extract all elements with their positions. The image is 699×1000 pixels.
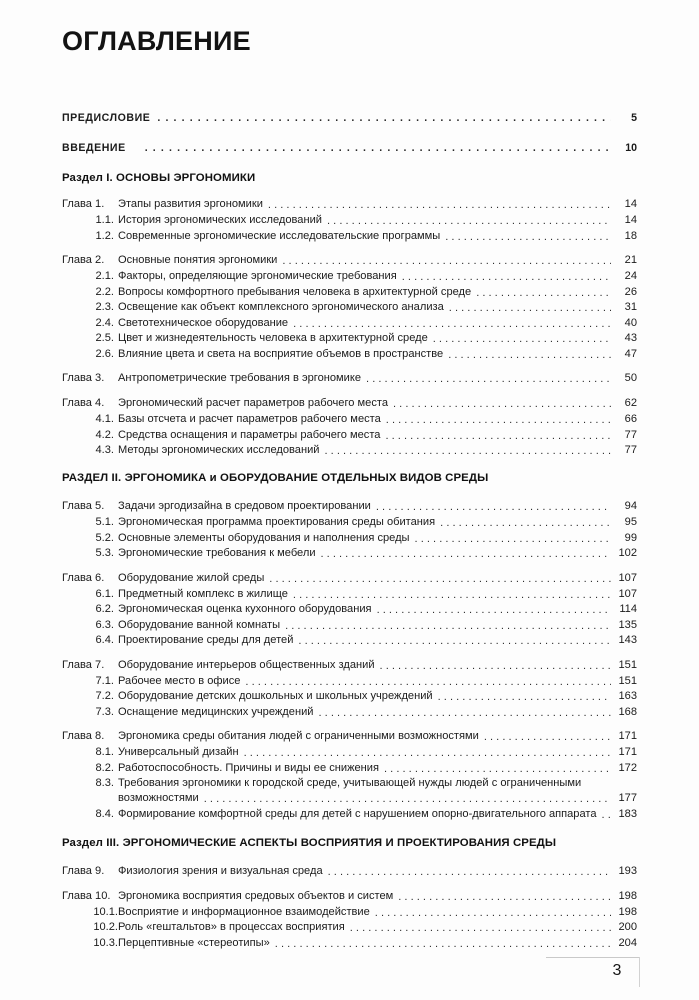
subsection-page: 24: [624, 270, 637, 282]
subsection-title: Цвет и жизнедеятельность человека в архитектурной среде: [118, 332, 428, 344]
subsection-number: 2.1.: [95, 270, 114, 282]
subsection-title: Освещение как объект комплексного эргономического анализа: [118, 301, 444, 313]
chapter-title: Оборудование жилой среды: [118, 571, 265, 584]
spacer: [62, 563, 637, 572]
toc-chapter-row[interactable]: [62, 397, 637, 409]
toc-subsection-row[interactable]: [62, 286, 637, 298]
dot-leader: [386, 414, 611, 425]
subsection-title: Формирование комфортной среды для детей с нарушением опорно-двигательного аппарата: [118, 807, 597, 820]
page-number: 3: [612, 962, 622, 979]
dot-leader: [449, 302, 611, 313]
subsection-page: 47: [624, 347, 637, 360]
subsection-title: Проектирование среды для детей: [118, 634, 294, 646]
subsection-number: 4.1.: [95, 413, 114, 425]
subsection-page: 77: [624, 444, 637, 456]
toc-subsection-row[interactable]: [62, 317, 637, 329]
dot-leader: [285, 620, 611, 631]
subsection-number: 1.2.: [95, 229, 114, 242]
table-of-contents: [62, 112, 637, 952]
subsection-number: 8.3.: [95, 777, 114, 789]
toc-subsection-row[interactable]: [62, 413, 637, 425]
subsection-page: 31: [624, 301, 637, 313]
subsection-title: Требования эргономики к городской среде, учитывающей нужды людей с ограниченными: [118, 777, 582, 789]
subsection-title: Рабочее место в офисе: [118, 674, 241, 687]
subsection-number: 6.1.: [95, 587, 114, 600]
subsection-number: 6.3.: [95, 618, 114, 631]
subsection-page: 18: [624, 229, 637, 242]
subsection-title: Роль «гештальтов» в процессах восприятия: [118, 921, 345, 933]
toc-subsection-row[interactable]: [62, 516, 637, 528]
chapter-title: Основные понятия эргономики: [118, 254, 278, 266]
subsection-number: 8.4.: [95, 807, 114, 820]
subsection-title: Эргономические требования к мебели: [118, 547, 316, 559]
toc-subsection-row[interactable]: [62, 588, 637, 600]
subsection-page: 183: [618, 807, 637, 820]
subsection-number: 8.2.: [95, 761, 114, 774]
dot-leader: [157, 113, 611, 124]
subsection-page: 177: [618, 792, 637, 804]
chapter-page: 14: [624, 198, 637, 210]
dot-leader: [350, 922, 611, 933]
subsection-title: Факторы, определяющие эргономические требования: [118, 270, 397, 282]
dot-leader: [398, 891, 611, 902]
chapter-title: Задачи эргодизайна в средовом проектировании: [118, 500, 371, 512]
dot-leader: [298, 635, 611, 646]
subsection-number: 4.2.: [95, 428, 114, 441]
subsection-title: Средства оснащения и параметры рабочего места: [118, 428, 381, 441]
chapter-title: Эргономика восприятия средовых объектов и систем: [118, 889, 394, 902]
subsection-title: Перцептивные «стереотипы»: [118, 936, 270, 949]
chapter-page: 193: [618, 864, 637, 877]
chapter-page: 50: [624, 372, 637, 384]
chapter-label: Глава 7.: [62, 658, 105, 671]
spacer: [62, 881, 637, 890]
toc-subsection-row[interactable]: [62, 675, 637, 687]
chapter-page: 94: [624, 500, 637, 512]
toc-subsection-row-wrapped[interactable]: [62, 777, 637, 804]
dot-leader: [402, 271, 611, 282]
dot-leader: [293, 318, 611, 329]
dot-leader: [484, 731, 611, 742]
spacer: [62, 363, 637, 372]
subsection-page: 40: [624, 316, 637, 329]
subsection-page: 198: [618, 905, 637, 918]
toc-chapter-row[interactable]: [62, 572, 637, 584]
subsection-title: Современные эргономические исследовательские программы: [118, 229, 441, 242]
subsection-title: Основные элементы оборудования и наполнения среды: [118, 531, 410, 544]
subsection-number: 2.3.: [95, 301, 114, 313]
dot-leader: [376, 501, 611, 512]
subsection-number: 4.3.: [95, 444, 114, 456]
subsection-title: Оборудование ванной комнаты: [118, 618, 281, 631]
toc-subsection-row[interactable]: [62, 706, 637, 718]
dot-leader: [282, 255, 611, 266]
subsection-page: 143: [618, 634, 637, 646]
dot-leader: [321, 548, 611, 559]
chapter-title: Физиология зрения и визуальная среда: [118, 864, 323, 877]
dot-leader: [445, 231, 611, 242]
subsection-title: Универсальный дизайн: [118, 746, 239, 758]
subsection-page: 43: [624, 332, 637, 344]
wrapped-line-first: [62, 777, 637, 789]
subsection-number: 5.2.: [95, 531, 114, 544]
subsection-page: 114: [619, 603, 637, 615]
toc-chapter-row[interactable]: [62, 500, 637, 512]
spacer: [62, 388, 637, 397]
toc-subsection-row[interactable]: [62, 332, 637, 344]
subsection-page: 102: [618, 547, 637, 559]
dot-leader: [602, 809, 611, 820]
subsection-title: Базы отсчета и расчет параметров рабочего места: [118, 413, 381, 425]
toc-subsection-row[interactable]: [62, 547, 637, 559]
toc-subsection-row[interactable]: [62, 429, 637, 441]
toc-subsection-row[interactable]: [62, 444, 637, 456]
toc-subsection-row[interactable]: [62, 808, 637, 820]
toc-chapter-row[interactable]: [62, 372, 637, 384]
toc-entry-page: 10: [625, 142, 637, 154]
dot-leader: [244, 747, 611, 758]
subsection-page: 163: [618, 690, 637, 702]
dot-leader: [293, 589, 611, 600]
dot-leader: [415, 533, 611, 544]
toc-subsection-row[interactable]: [62, 230, 637, 242]
subsection-number: 2.2.: [95, 285, 114, 298]
toc-subsection-row[interactable]: [62, 603, 637, 615]
footer-divider: [546, 957, 639, 958]
dot-leader: [245, 676, 611, 687]
chapter-title: Этапы развития эргономики: [118, 198, 263, 210]
toc-subsection-row[interactable]: [62, 690, 637, 702]
chapter-label: Глава 6.: [62, 571, 105, 584]
page-title: ОГЛАВЛЕНИЕ: [62, 26, 251, 56]
subsection-page: 14: [624, 214, 637, 226]
toc-chapter-row[interactable]: [62, 254, 637, 266]
subsection-title: История эргономических исследований: [118, 214, 322, 226]
subsection-title: Светотехническое оборудование: [118, 316, 289, 329]
dot-leader: [384, 763, 611, 774]
subsection-title: Эргономическая оценка кухонного оборудования: [118, 603, 372, 615]
subsection-number: 7.3.: [95, 705, 114, 718]
subsection-page: 99: [624, 531, 637, 544]
subsection-title: Оборудование детских дошкольных и школьных учреждений: [118, 690, 433, 702]
subsection-page: 168: [618, 705, 637, 718]
dot-leader: [268, 199, 611, 210]
toc-subsection-row[interactable]: [62, 270, 637, 282]
subsection-number: 2.5.: [95, 332, 114, 344]
subsection-title: Восприятие и информационное взаимодействие: [118, 905, 370, 918]
subsection-page: 172: [618, 761, 637, 774]
section-heading: Раздел I. ОСНОВЫ ЭРГОНОМИКИ: [62, 172, 256, 184]
dot-leader: [327, 215, 611, 226]
toc-entry-label: ВВЕДЕНИЕ: [62, 142, 126, 154]
spacer: [62, 245, 637, 254]
toc-subsection-row[interactable]: [62, 762, 637, 774]
chapter-title: Эргономика среды обитания людей с ограниченными возможностями: [118, 730, 479, 742]
dot-leader: [375, 907, 611, 918]
toc-entry-page: 5: [631, 112, 637, 124]
dot-leader: [366, 373, 611, 384]
dot-leader: [328, 866, 611, 877]
dot-leader: [318, 707, 611, 718]
chapter-label: Глава 2.: [62, 254, 105, 266]
toc-subsection-row[interactable]: [62, 937, 637, 949]
subsection-page: 200: [618, 921, 637, 933]
chapter-page: 62: [624, 397, 637, 409]
subsection-number: 10.3.: [93, 936, 118, 949]
chapter-label: Глава 3.: [62, 372, 105, 384]
toc-subsection-row[interactable]: [62, 634, 637, 646]
chapter-title: Антропометрические требования в эргономике: [118, 372, 362, 384]
toc-subsection-row[interactable]: [62, 532, 637, 544]
dot-leader: [204, 793, 611, 804]
chapter-page: 107: [618, 571, 637, 584]
toc-entry-front-matter[interactable]: [62, 112, 637, 124]
subsection-number: 5.1.: [95, 516, 114, 528]
toc-subsection-row[interactable]: [62, 619, 637, 631]
toc-entry-front-matter[interactable]: [62, 142, 637, 154]
spacer: [62, 650, 637, 659]
dot-leader: [448, 349, 611, 360]
toc-subsection-row[interactable]: [62, 214, 637, 226]
toc-chapter-row[interactable]: [62, 198, 637, 210]
toc-chapter-row[interactable]: [62, 730, 637, 742]
toc-chapter-row[interactable]: [62, 865, 637, 877]
subsection-page: 66: [624, 413, 637, 425]
subsection-number: 2.4.: [95, 316, 114, 329]
subsection-title: Работоспособность. Причины и виды ее снижения: [118, 761, 380, 774]
dot-leader: [275, 938, 611, 949]
dot-leader: [476, 287, 611, 298]
dot-leader: [145, 143, 611, 154]
subsection-number: 6.2.: [95, 603, 114, 615]
dot-leader: [433, 333, 611, 344]
toc-subsection-row[interactable]: [62, 348, 637, 360]
subsection-page: 204: [618, 936, 637, 949]
chapter-page: 171: [618, 730, 637, 742]
chapter-page: 21: [624, 254, 637, 266]
spacer: [62, 721, 637, 730]
toc-subsection-row[interactable]: [62, 921, 637, 933]
dot-leader: [440, 517, 611, 528]
toc-entry-label: ПРЕДИСЛОВИЕ: [62, 112, 151, 124]
subsection-number: 10.1.: [93, 905, 118, 918]
chapter-label: Глава 10.: [62, 889, 111, 902]
subsection-page: 171: [618, 746, 637, 758]
subsection-title: Оснащение медицинских учреждений: [118, 705, 314, 718]
dot-leader: [380, 660, 611, 671]
subsection-number: 6.4.: [95, 634, 114, 646]
section-heading: Раздел III. ЭРГОНОМИЧЕСКИЕ АСПЕКТЫ ВОСПРИЯТИЯ И ПРОЕКТИРОВАНИЯ СРЕДЫ: [62, 836, 557, 849]
subsection-number: 10.2.: [93, 921, 118, 933]
subsection-title: Методы эргономических исследований: [118, 444, 320, 456]
dot-leader: [377, 604, 611, 615]
section-heading: РАЗДЕЛ II. ЭРГОНОМИКА и ОБОРУДОВАНИЕ ОТДЕЛЬНЫХ ВИДОВ СРЕДЫ: [62, 472, 489, 484]
subsection-page: 107: [618, 587, 637, 600]
subsection-title: Эргономическая программа проектирования среды обитания: [118, 516, 436, 528]
chapter-label: Глава 1.: [62, 198, 105, 210]
toc-subsection-row[interactable]: [62, 746, 637, 758]
toc-chapter-row[interactable]: [62, 890, 637, 902]
dot-leader: [393, 398, 611, 409]
toc-subsection-row[interactable]: [62, 906, 637, 918]
subsection-number: 8.1.: [95, 746, 114, 758]
chapter-page: 198: [618, 889, 637, 902]
chapter-title: Оборудование интерьеров общественных зданий: [118, 658, 375, 671]
dot-leader: [269, 573, 611, 584]
subsection-page: 26: [624, 285, 637, 298]
subsection-title: Вопросы комфортного пребывания человека в архитектурной среде: [118, 285, 472, 298]
subsection-number: 1.1.: [95, 214, 114, 226]
chapter-label: Глава 4.: [62, 397, 105, 409]
toc-subsection-row[interactable]: [62, 301, 637, 313]
subsection-title-continuation: возможностями: [118, 792, 199, 804]
chapter-label: Глава 8.: [62, 730, 105, 742]
subsection-number: 7.2.: [95, 690, 114, 702]
dot-leader: [438, 691, 611, 702]
dot-leader: [324, 445, 611, 456]
chapter-label: Глава 5.: [62, 500, 105, 512]
subsection-page: 135: [618, 618, 637, 631]
chapter-title: Эргономический расчет параметров рабочего места: [118, 397, 389, 409]
subsection-title: Предметный комплекс в жилище: [118, 587, 288, 600]
subsection-number: 5.3.: [95, 547, 114, 559]
subsection-number: 7.1.: [95, 674, 114, 687]
footer-edge-line: [639, 957, 640, 987]
subsection-page: 151: [618, 674, 637, 687]
dot-leader: [385, 430, 611, 441]
wrapped-line-second: [62, 792, 637, 804]
subsection-page: 77: [624, 428, 637, 441]
subsection-page: 95: [624, 516, 637, 528]
chapter-label: Глава 9.: [62, 864, 105, 877]
subsection-number: 2.6.: [95, 347, 114, 360]
subsection-title: Влияние цвета и света на восприятие объемов в пространстве: [118, 347, 444, 360]
toc-chapter-row[interactable]: [62, 659, 637, 671]
chapter-page: 151: [618, 658, 637, 671]
